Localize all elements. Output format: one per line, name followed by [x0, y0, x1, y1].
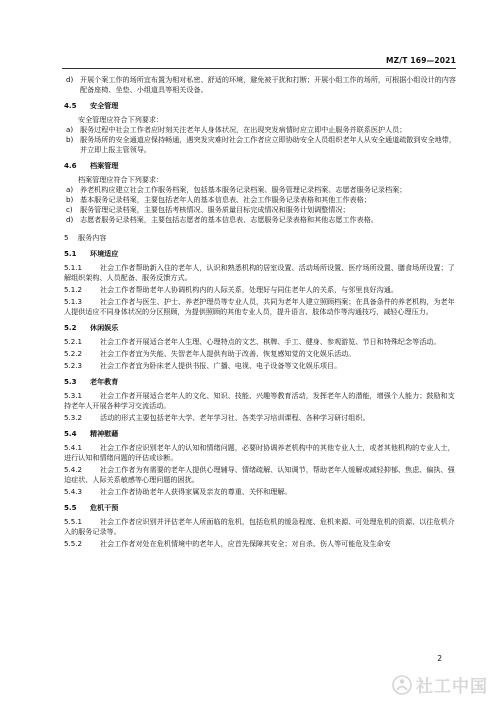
section-number: 4.6: [64, 161, 77, 170]
clause-text: 社会工作者宜为失能、失智老年人提供有助于改善、恢复感知觉的文化娱乐活动。: [100, 349, 356, 358]
list-text: 基本服务记录档案，主要包括老年人的基本信息表、社会工作服务记录表格和其他工作表格；: [80, 195, 371, 204]
list-marker: c): [66, 205, 73, 214]
social-work-logo-icon: [392, 675, 412, 695]
clause-number: 5.3.2: [64, 413, 83, 422]
clause-text: 社会工作者对处在危机情境中的老年人，应首先保障其安全；对自杀、伤人等可能危及生命安: [100, 539, 391, 548]
clause-number: 5.1.3: [64, 297, 83, 306]
list-item: [64, 205, 456, 215]
chapter-heading-5: [64, 233, 456, 243]
paragraph: 档案管理应符合下列要求：: [78, 175, 164, 184]
clause-number: 5.4.2: [64, 465, 83, 474]
list-marker: a): [66, 125, 74, 134]
clause-number: 5.4.1: [64, 443, 83, 452]
section-heading-4-5: [64, 101, 456, 111]
list-text: 养老机构应建立社会工作服务档案，包括基本服务记录档案、服务管理记录档案、志愿者服务记录档案；: [80, 185, 407, 194]
list-text: 志愿者服务记录档案，主要包括志愿者的基本信息表、志愿服务记录表格和其他志愿工作表格。: [80, 215, 378, 224]
list-item: [64, 215, 456, 225]
section-number: 5.2: [64, 323, 77, 332]
list-marker: b): [66, 195, 74, 204]
section-title: 精神慰藉: [90, 429, 119, 438]
clause-text: 社会工作者协助老年人获得家属及亲友的尊重、关怀和理解。: [100, 487, 292, 496]
list-marker: a): [66, 185, 74, 194]
page-number: 2: [437, 654, 442, 663]
list-item: [64, 125, 456, 135]
clause-number: 5.2.3: [64, 361, 83, 370]
clause: [64, 285, 456, 295]
section-title: 环境适应: [90, 249, 119, 258]
clause: [64, 263, 456, 283]
header-rule: [62, 68, 456, 69]
watermark-text: 社工中国: [416, 677, 488, 697]
clause-number: 5.3.1: [64, 391, 83, 400]
section-title: 老年教育: [90, 377, 119, 386]
paragraph: 安全管理应符合下列要求：: [78, 115, 164, 124]
clause: [64, 361, 456, 371]
section-number: 5.1: [64, 249, 77, 258]
clause-text: 社会工作者开展适合老年人生理、心理特点的文艺、棋牌、手工、健身、参观游览、节日和特殊纪念等活动。: [100, 337, 441, 346]
section-title: 休闲娱乐: [90, 323, 119, 332]
section-heading-5-5: [64, 503, 456, 513]
section-title: 安全管理: [90, 101, 119, 110]
chapter-title: 服务内容: [78, 233, 107, 242]
list-marker: d): [66, 215, 74, 224]
section-number: 5.3: [64, 377, 77, 386]
clause-number: 5.4.3: [64, 487, 83, 496]
clause: [64, 413, 456, 423]
clause-text: 社会工作者帮助新入住的老年人，认识和熟悉机构的居室设置、活动场所设置、医疗场所设置、膳食场所设置；了解组织架构、人员配备、服务反馈方式。: [64, 263, 455, 282]
clause-number: 5.5.1: [64, 517, 83, 526]
clause-text: 社会工作者应识别老年人的认知和情绪问题，必要时协调养老机构中的其他专业人士，或者其他机构的专业人士，进行认知和情绪问题的评估或诊断。: [64, 443, 455, 462]
clause-number: 5.5.2: [64, 539, 83, 548]
list-item: [64, 185, 456, 195]
clause-number: 5.1.1: [64, 263, 83, 272]
clause: [64, 443, 456, 463]
clause: [64, 349, 456, 359]
document-body: [64, 75, 456, 549]
clause-text: 活动的形式主要包括老年大学、老年学习社、各类学习培训课程、各种学习研讨组织。: [100, 413, 370, 422]
section-heading-5-2: [64, 323, 456, 333]
section-number: 5.5: [64, 503, 77, 512]
clause: [64, 517, 456, 537]
clause: [64, 337, 456, 347]
clause-number: 5.1.2: [64, 285, 83, 294]
section-heading-5-4: [64, 429, 456, 439]
list-item: [64, 195, 456, 205]
clause-number: 5.2.2: [64, 349, 83, 358]
clause-number: 5.2.1: [64, 337, 83, 346]
clause-text: 社会工作者开展适合老年人的文化、知识、技能、兴趣等教育活动，发挥老年人的潜能，增强个人能力；鼓励和支持老年人开展各种学习交流活动。: [64, 391, 455, 410]
clause-text: 社会工作者为有需要的老年人提供心理辅导、情绪疏解、认知调节，帮助老年人缓解或减轻抑郁、焦虑、偏执、强迫症状、人际关系敏感等心理问题的困扰。: [64, 465, 455, 484]
list-text: 服务场所的安全通道应保持畅通，遇突发灾难时社会工作者应立即协助安全人员组织老年人从安全通道疏散到安全地带，并立即上报主管领导。: [80, 135, 456, 154]
clause: [64, 297, 456, 317]
section-heading-5-3: [64, 377, 456, 387]
list-marker: b): [66, 135, 74, 144]
watermark: [392, 672, 488, 697]
list-text: 开展个案工作的场所宜布置为相对私密、舒适的环境，避免被干扰和打断；开展小组工作的场所，可根据小组设计的内容配备座椅、坐垫、小组道具等相关设备。: [80, 75, 456, 94]
list-text: 服务过程中社会工作者应时刻关注老年人身体状况，在出现突发病情时应立即中止服务并联系医护人员；: [80, 125, 407, 134]
list-text: 服务管理记录档案，主要包括考核情况、服务质量目标完成情况和服务计划调整情况；: [80, 205, 350, 214]
clause: [64, 487, 456, 497]
list-item: [64, 75, 456, 95]
section-title: 危机干预: [90, 503, 119, 512]
list-marker: d): [66, 75, 74, 84]
standard-code: MZ/T 169—2021: [386, 56, 456, 65]
clause: [64, 391, 456, 411]
section-number: 4.5: [64, 101, 77, 110]
section-title: 档案管理: [90, 161, 119, 170]
clause: [64, 465, 456, 485]
clause-text: 社会工作者宜为卧床老人提供书报、广播、电视、电子设备等文化娱乐项目。: [100, 361, 342, 370]
chapter-number: 5: [64, 233, 69, 242]
section-heading-5-1: [64, 249, 456, 259]
list-item: [64, 135, 456, 155]
section-number: 5.4: [64, 429, 77, 438]
clause: [64, 539, 456, 549]
section-heading-4-6: [64, 161, 456, 171]
clause-text: 社会工作者应识别并评估老年人所面临的危机，包括危机的缓急程度、危机来源、可处理危机的资源、以往危机介入的服务记录等。: [64, 517, 455, 536]
clause-text: 社会工作者与医生、护士、养老护理员等专业人员，共同为老年人建立照顾档案；在具备条件的养老机构，为老年人提供适应不同身体状况的分区照顾，为提供照顾的其他专业人员，提升语言、肢体动作等沟通技巧，减轻心理压力。: [64, 297, 455, 316]
clause-text: 社会工作者帮助老年人协调机构内的人际关系，处理好与同住老年人的关系，与邻里良好沟通。: [100, 285, 398, 294]
